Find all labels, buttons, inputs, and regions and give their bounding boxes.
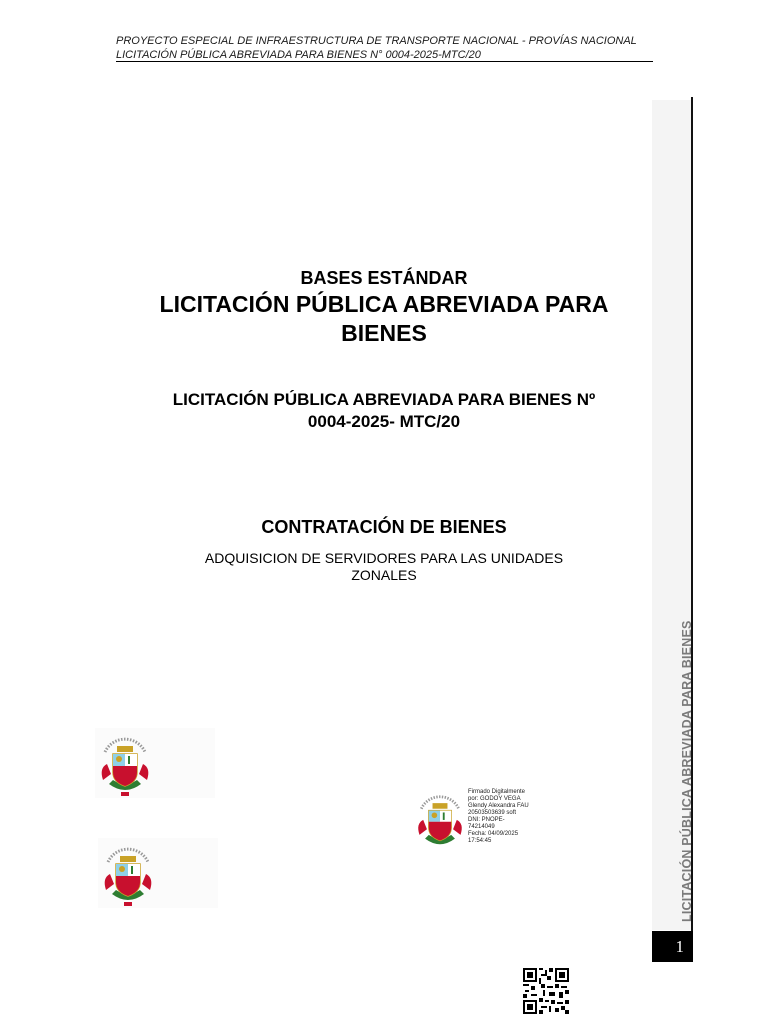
procurement-number: LICITACIÓN PÚBLICA ABREVIADA PARA BIENES Nº 0004-2025- MTC/20	[172, 390, 596, 431]
digital-signature-block	[468, 789, 548, 845]
peru-coat-of-arms-icon	[95, 728, 215, 798]
signature-line: DNI: PNOPE-	[468, 817, 505, 823]
signature-line: Firmado Digitalmente	[468, 789, 526, 795]
header-divider	[116, 61, 653, 62]
header-line-1: PROYECTO ESPECIAL DE INFRAESTRUCTURA DE TRANSPORTE NACIONAL - PROVÍAS NACIONAL	[116, 35, 637, 47]
signature-line: Glendy Alexandra FAU	[468, 803, 529, 809]
signature-line: 17:54:45	[468, 838, 492, 844]
contract-description: ADQUISICION DE SERVIDORES PARA LAS UNIDADES ZONALES	[204, 550, 564, 583]
qr-code-icon	[523, 968, 569, 1014]
main-title: LICITACIÓN PÚBLICA ABREVIADA PARA BIENES	[159, 291, 609, 346]
contract-heading: CONTRATACIÓN DE BIENES	[261, 517, 507, 537]
signature-line: 20503503639 soft	[468, 810, 517, 816]
signature-line: 74214049	[468, 824, 495, 830]
signature-line: por: GODOY VEGA	[468, 796, 521, 802]
bases-title: BASES ESTÁNDAR	[300, 268, 468, 288]
signature-line: Fecha: 04/09/2025	[468, 831, 519, 837]
header-line-2: LICITACIÓN PÚBLICA ABREVIADA PARA BIENES N° 0004-2025-MTC/20	[116, 49, 481, 61]
page-number: 1	[652, 931, 693, 962]
side-label: LICITACIÓN PÚBLICA ABREVIADA PARA BIENES	[680, 620, 694, 922]
document-header	[116, 34, 652, 62]
signature-seal-icon	[412, 786, 468, 852]
peru-coat-of-arms-icon	[98, 838, 218, 908]
